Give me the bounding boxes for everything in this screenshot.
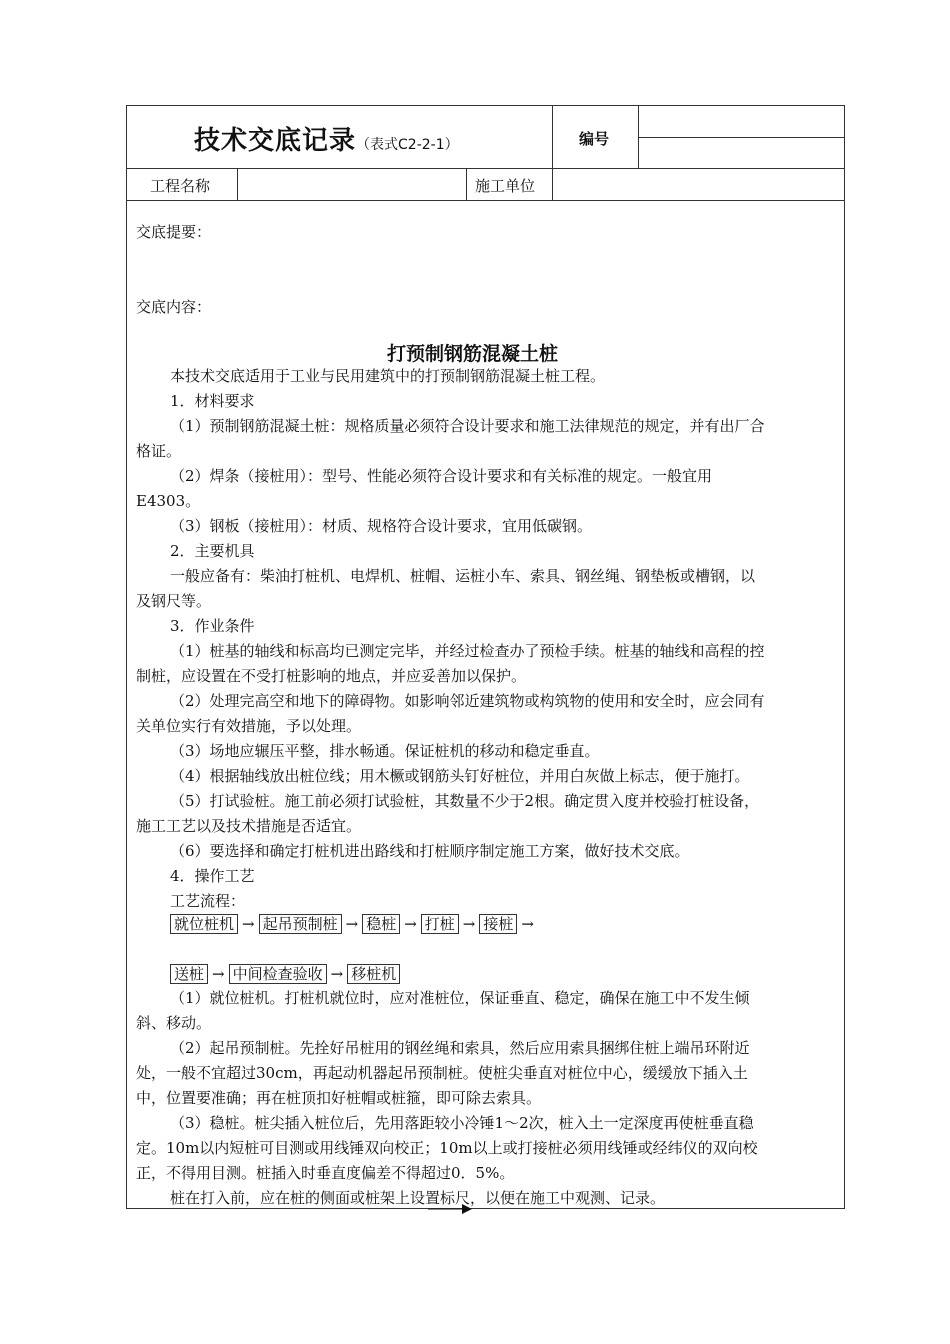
body-line: 关单位实行有效措施，予以处理。 bbox=[136, 717, 362, 735]
content-label: 交底内容： bbox=[136, 298, 212, 316]
body-line: 格证。 bbox=[136, 442, 182, 460]
body-line: （1）预制钢筋混凝土桩：规格质量必须符合设计要求和施工法律规范的规定，并有出厂合 bbox=[170, 417, 765, 435]
body-line: （1）桩基的轴线和标高均已测定完毕，并经过检查办了预检手续。桩基的轴线和高程的控 bbox=[170, 642, 765, 660]
doc-title: 打预制钢筋混凝土桩 bbox=[387, 343, 559, 365]
flow-arrow: → bbox=[521, 915, 534, 933]
construction-unit-field[interactable] bbox=[554, 170, 844, 199]
body-line: E4303。 bbox=[136, 492, 201, 510]
flow-step: 移桩机 bbox=[347, 964, 400, 984]
form-code: （表式C2-2-1） bbox=[356, 137, 459, 153]
body-line: （2）起吊预制桩。先拴好吊桩用的钢丝绳和索具，然后应用索具捆绑住桩上端吊环附近 bbox=[170, 1039, 750, 1057]
header-col-divider bbox=[552, 105, 553, 200]
number-field-2[interactable] bbox=[640, 138, 844, 167]
body-line: 处，一般不宜超过30cm，再起动机器起吊预制桩。使桩尖垂直对桩位中心，缓缓放下插入土 bbox=[136, 1064, 748, 1082]
flow-step: 打桩 bbox=[421, 914, 459, 934]
flow-step: 接桩 bbox=[479, 914, 517, 934]
body-line: 中，位置要准确；再在桩顶扣好桩帽或桩箍，即可除去索具。 bbox=[136, 1089, 542, 1107]
body-line: （2）焊条（接桩用）：型号、性能必须符合设计要求和有关标准的规定。一般宜用 bbox=[170, 467, 713, 485]
form-title-text: 技术交底记录 bbox=[194, 126, 357, 156]
body-line: 2．主要机具 bbox=[170, 542, 255, 560]
body-line: （3）稳桩。桩尖插入桩位后，先用落距较小冷锤1～2次，桩入土一定深度再使桩垂直稳 bbox=[170, 1114, 754, 1132]
body-line: （2）处理完高空和地下的障碍物。如影响邻近建筑物或构筑物的使用和安全时，应会同有 bbox=[170, 692, 765, 710]
flow-arrow: → bbox=[330, 965, 344, 983]
body-line: 斜、移动。 bbox=[136, 1014, 212, 1032]
number-col-divider bbox=[638, 105, 639, 168]
body-line: （3）钢板（接桩用）：材质、规格符合设计要求，宜用低碳钢。 bbox=[170, 517, 593, 535]
body-line: 4．操作工艺 bbox=[170, 867, 255, 885]
body-line: 制桩，应设置在不受打桩影响的地点，并应妥善加以保护。 bbox=[136, 667, 527, 685]
flow-step: 送桩 bbox=[170, 964, 208, 984]
flow-arrow: → bbox=[242, 915, 255, 933]
project-label-divider bbox=[237, 168, 238, 200]
body-line: 及钢尺等。 bbox=[136, 592, 212, 610]
body-line: （6）要选择和确定打桩机进出路线和打桩顺序制定施工方案，做好技术交底。 bbox=[170, 842, 690, 860]
process-flow-row-2 bbox=[170, 962, 870, 987]
construction-unit-label: 施工单位 bbox=[475, 177, 536, 195]
flow-step: 就位桩机 bbox=[170, 914, 238, 934]
flow-arrow: → bbox=[345, 915, 359, 933]
number-label: 编号 bbox=[579, 130, 610, 148]
body-line: （4）根据轴线放出桩位线；用木橛或钢筋头钉好桩位，并用白灰做上标志，便于施打。 bbox=[170, 767, 750, 785]
flow-step: 起吊预制桩 bbox=[259, 914, 342, 934]
body-line: （5）打试验桩。施工前必须打试验桩，其数量不少于2根。确定贯入度并校验打桩设备， bbox=[170, 792, 760, 810]
flow-step: 中间检查验收 bbox=[229, 964, 327, 984]
body-line: 本技术交底适用于工业与民用建筑中的打预制钢筋混凝土桩工程。 bbox=[170, 367, 606, 385]
project-name-label: 工程名称 bbox=[150, 177, 211, 195]
project-row-divider bbox=[126, 200, 845, 201]
flow-arrow: → bbox=[404, 915, 417, 933]
number-field[interactable] bbox=[640, 106, 844, 136]
unit-label-divider bbox=[466, 168, 467, 200]
process-flow-row-1 bbox=[170, 912, 870, 937]
summary-label: 交底提要： bbox=[136, 223, 212, 241]
flow-step: 稳桩 bbox=[362, 914, 400, 934]
body-line: 工艺流程： bbox=[170, 892, 246, 910]
body-line: 3．作业条件 bbox=[170, 617, 255, 635]
body-line: 施工工艺以及技术措施是否适宜。 bbox=[136, 817, 362, 835]
project-name-field[interactable] bbox=[239, 170, 465, 199]
body-line: 正，不得用目测。桩插入时垂直度偏差不得超过0．5%。 bbox=[136, 1164, 515, 1182]
body-line: （3）场地应辗压平整，排水畅通。保证桩机的移动和稳定垂直。 bbox=[170, 742, 600, 760]
body-line: 一般应备有：柴油打桩机、电焊机、桩帽、运桩小车、索具、钢丝绳、钢垫板或槽钢，以 bbox=[170, 567, 756, 585]
body-line: （1）就位桩机。打桩机就位时，应对准桩位，保证垂直、稳定，确保在施工中不发生倾 bbox=[170, 989, 750, 1007]
arrow-right-icon bbox=[428, 1203, 472, 1215]
header-divider bbox=[126, 168, 845, 169]
body-line: 桩在打入前，应在桩的侧面或桩架上设置标尺，以便在施工中观测、记录。 bbox=[170, 1189, 666, 1207]
body-line: 1．材料要求 bbox=[170, 392, 255, 410]
flow-arrow: → bbox=[462, 915, 476, 933]
form-title bbox=[194, 120, 459, 157]
flow-arrow: → bbox=[212, 965, 225, 983]
body-line: 定。10m以内短桩可目测或用线锤双向校正；10m以上或打接桩必须用线锤或经纬仪的双向校 bbox=[136, 1139, 758, 1157]
